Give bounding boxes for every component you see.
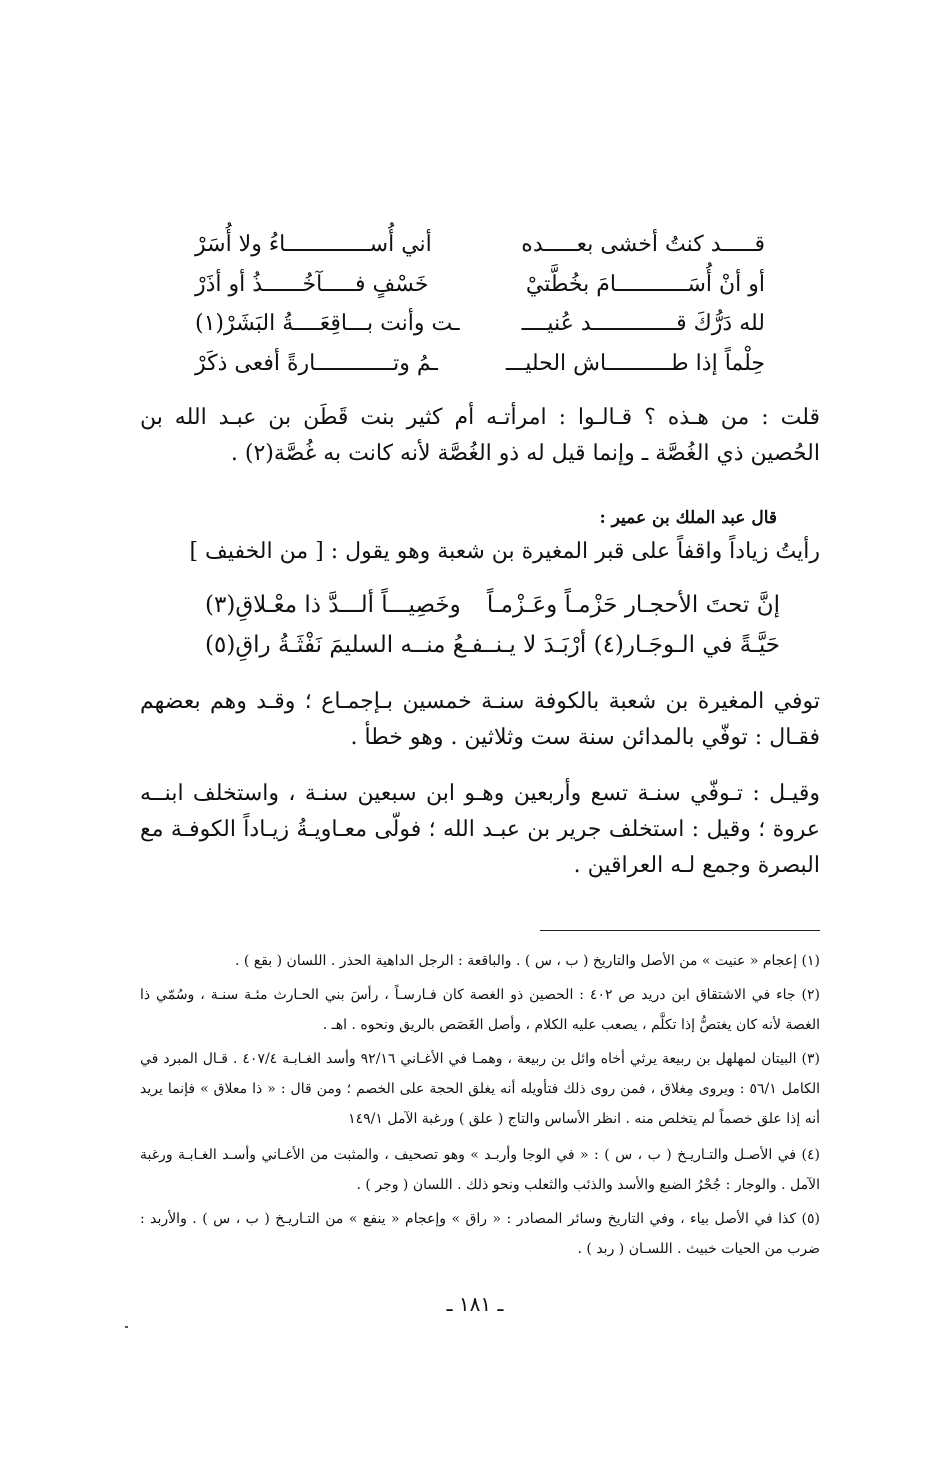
poem1-verse-4 bbox=[195, 345, 765, 383]
narrator-label: قال عبد الملك بن عمير : bbox=[599, 508, 777, 528]
poem2-verse-2 bbox=[205, 626, 780, 664]
scan-speck bbox=[125, 1326, 128, 1328]
poem1-verse-2 bbox=[195, 266, 765, 304]
poem1-hemistich-first: قـــــد كنتُ أخشى بعـــــده bbox=[521, 232, 765, 257]
footnote-2: (٢) جاء في الاشتقاق ابن دريد ص ٤٠٢ : الحصين ذو الغصة كان فـارسـاً ، رأسَ بني الحـارث مئـة سنـة ، وسُمّي ذا الغصة لأنه كان يغتصُّ إذا تكلَّم ، يصعب عليه الكلام ، وأصل الغَصَص بالريق ونحوه . اهـ . bbox=[140, 987, 820, 1033]
footnote-3: (٣) البيتان لمهلهل بن ربيعة يرثي أخاه وائل بن ربيعة ، وهمـا في الأغـاني ٩٢/١٦ وأسد الغـابـة ٤٠٧/٤ . قـال المبرد في الكامل ٥٦/١ : ويروى مِغلاق ، فمن روى ذلك فتأويله أنه يغلق الحجة على الخصم ؛ ومن قال : « ذا معلاق » فإنما يريد أنه إذا علق خصماً لم يتخلص منه . انظر الأساس والتاج ( علق ) ورغبة الآمل ١٤٩/١ bbox=[140, 1051, 820, 1127]
poem2-hemistich-first: حَيَّـةً في الـوجَـار(٤) أرْبَـدَ لا يـنـ bbox=[489, 632, 780, 658]
paragraph-1: قلت : من هـذه ؟ قـالـوا : امرأتـه أم كثير بنت قَطَن بن عبـد الله بن الحُصين ذي الغُصَّة ـ وإنما قيل له ذو الغُصَّة لأنه كانت به غُصَّة(٢) . bbox=[140, 405, 820, 466]
poem2-hemistich-first: إنَّ تحتَ الأحجـار حَزْمـاً وعَـزْمـاً bbox=[486, 592, 780, 618]
poem1-hemistich-first: حِلْماً إذا طــــــــــاش الحليـــ bbox=[505, 351, 765, 376]
footnote-1: (١) إعجام « عنيت » من الأصل والتاريخ ( ب ، س ) . والباقعة : الرجل الداهية الحذر . اللسان ( بقع ) . bbox=[234, 953, 820, 969]
footnote-5: (٥) كذا في الأصل بياء ، وفي التاريخ وسائر المصادر : « راق » وإعجام « ينفع » من التـاريـخ ( ب ، س ) . والأربد : ضرب من الحيات خبيث . اللسـان ( ربد ) . bbox=[140, 1211, 820, 1257]
poem2-verse-1 bbox=[205, 586, 780, 624]
paragraph-3: توفي المغيرة بن شعبة بالكوفة سنـة خمسين بـإجمـاع ؛ وقـد وهم بعضهم فقـال : توفّي بالمدائن سنة ست وثلاثين . وهو خطأ . bbox=[140, 689, 820, 750]
footnote-separator bbox=[540, 930, 820, 931]
footnote-4: (٤) في الأصـل والتـاريـخ ( ب ، س ) : « في الوجا وأربـد » وهو تصحيف ، والمثبت من الأغـاني وأسـد الغـابـة ورغبة الآمل . والوجار : جُحْرُ الضبع والأسد والذئب والثعلب ونحو ذلك . اللسان ( وجر ) . bbox=[140, 1147, 820, 1193]
page-number: ـ ١٨١ ـ bbox=[446, 1292, 504, 1316]
poem1-verse-3 bbox=[195, 305, 765, 343]
poem1-hemistich-first: لله دَرُّكَ قـــــــــــــد عُنيــــ bbox=[521, 311, 765, 336]
paragraph-2: رأيتُ زياداً واقفاً على قبر المغيرة بن شعبة وهو يقول : [ من الخفيف ] bbox=[189, 539, 820, 564]
poem2-hemistich-second: وخَصِيـــاً ألـــدَّ ذا معْـلاقِ(٣) bbox=[205, 592, 461, 618]
poem1-hemistich-second: خَسْفٍ فـــــآخُــــــذُ أو أذَرْ bbox=[195, 272, 429, 297]
paragraph-4: وقيـل : تـوفّي سنـة تسع وأربعين وهـو ابن سبعين سنـة ، واستخلف ابنــه عروة ؛ وقيل : استخلف جرير بن عبـد الله ؛ فولّى معـاويـةُ زيـاداً الكوفـة مع البصرة وجمع لـه العراقين . bbox=[140, 781, 820, 878]
poem1-hemistich-second: ـت وأنت بـــاقِعَــــةُ البَشَرْ(١) bbox=[195, 311, 460, 336]
poem1-hemistich-second: ـمُ وتــــــــــــارةً أفعى ذكَرْ bbox=[195, 351, 438, 376]
poem2-hemistich-second: ـفـعُ منــه السليمَ نَفْثَـةُ راقِ(٥) bbox=[205, 632, 491, 658]
poem1-hemistich-second: أني أُســـــــــــــاءُ ولا أُسَرْ bbox=[195, 232, 432, 257]
poem1-verse-1 bbox=[195, 226, 765, 264]
poem1-hemistich-first: أو أنْ أُسَـــــــــــامَ بخُطَّتيْ bbox=[525, 272, 765, 297]
